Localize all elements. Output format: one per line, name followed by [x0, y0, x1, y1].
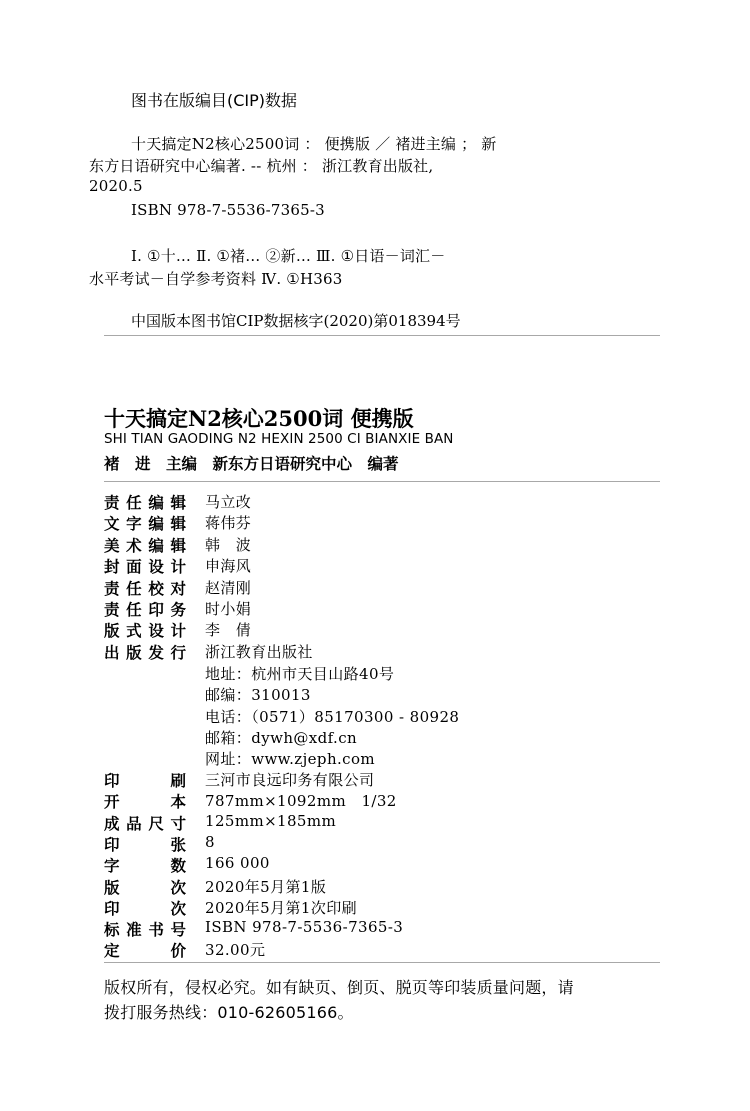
publisher-website: 网址：www.zjeph.com: [205, 750, 376, 768]
spec-label: 开 本: [104, 793, 186, 812]
spec-label: 版 次: [104, 878, 186, 897]
cip-line: 东方日语研究中心编著. -- 杭州 ： 浙江教育出版社,: [89, 157, 434, 175]
spec-value: 166 000: [205, 854, 270, 873]
credit-label: 责 任 印 务: [104, 601, 186, 619]
cip-heading: 图书在版编目(CIP)数据: [131, 91, 298, 110]
publisher-postcode: 邮编：310013: [205, 686, 311, 704]
cip-number: 中国版本图书馆CIP数据核字(2020)第018394号: [131, 312, 461, 330]
credit-label: 文 字 编 辑: [104, 515, 186, 534]
book-title: 十天搞定N2核心2500词 便携版: [104, 406, 414, 431]
book-authors: 褚 进 主编 新东方日语研究中心 编著: [104, 455, 399, 473]
publisher-email: 邮箱：dywh@xdf.cn: [205, 729, 358, 747]
spec-label: 成 品 尺 寸: [104, 814, 186, 833]
spec-label: 标 准 书 号: [104, 921, 186, 940]
credit-value: 韩 波: [205, 535, 252, 554]
divider: [104, 481, 660, 482]
spec-label: 印 次: [104, 899, 186, 918]
spec-value: 2020年5月第1版: [205, 877, 327, 896]
cip-line: 2020.5: [89, 177, 143, 195]
spec-value: 787mm×1092mm 1/32: [205, 792, 397, 811]
divider: [104, 335, 660, 336]
credit-label: 版 式 设 计: [104, 622, 186, 641]
spec-value: 2020年5月第1次印刷: [205, 898, 358, 917]
credit-label: 出 版 发 行: [104, 643, 186, 662]
publisher-address: 地址：杭州市天目山路40号: [205, 665, 395, 683]
divider: [104, 962, 660, 963]
spec-value: 32.00元: [205, 941, 266, 960]
spec-label: 印 张: [104, 835, 186, 854]
credit-value: 马立改: [205, 493, 252, 511]
credit-label: 责 任 编 辑: [104, 494, 186, 512]
spec-value: 8: [205, 832, 215, 851]
spec-label: 印 刷: [104, 772, 186, 790]
credit-value: 李 倩: [205, 621, 252, 640]
cip-line: ISBN 978-7-5536-7365-3: [131, 201, 325, 219]
credit-label: 责 任 校 对: [104, 579, 186, 598]
spec-value: 三河市良远印务有限公司: [205, 771, 375, 789]
credit-value: 蒋伟芬: [205, 514, 252, 533]
cip-line: 十天搞定N2核心2500词 ： 便携版 ／ 褚进主编 ； 新: [131, 135, 497, 153]
cip-line: Ⅰ. ①十… Ⅱ. ①褚… ②新… Ⅲ. ①日语－词汇－: [131, 247, 446, 265]
credit-label: 美 术 编 辑: [104, 536, 186, 555]
credit-value: 时小娟: [205, 600, 252, 618]
credit-label: 封 面 设 计: [104, 558, 186, 577]
cip-line: 水平考试－自学参考资料 Ⅳ. ①H363: [89, 270, 343, 288]
credit-value: 申海风: [205, 557, 252, 576]
spec-value: ISBN 978-7-5536-7365-3: [205, 918, 404, 937]
copyright-hotline: 拨打服务热线：010-62605166。: [104, 1003, 354, 1022]
spec-value: 125mm×185mm: [205, 811, 337, 830]
spec-label: 定 价: [104, 942, 186, 961]
book-pinyin: SHI TIAN GAODING N2 HEXIN 2500 CI BIANXIE BAN: [104, 431, 454, 447]
spec-label: 字 数: [104, 857, 186, 876]
credit-value: 浙江教育出版社: [205, 642, 313, 661]
publisher-phone: 电话：（0571）85170300 - 80928: [205, 708, 460, 726]
credit-value: 赵清刚: [205, 578, 252, 597]
copyright-notice: 版权所有，侵权必究。如有缺页、倒页、脱页等印装质量问题，请: [104, 978, 574, 997]
